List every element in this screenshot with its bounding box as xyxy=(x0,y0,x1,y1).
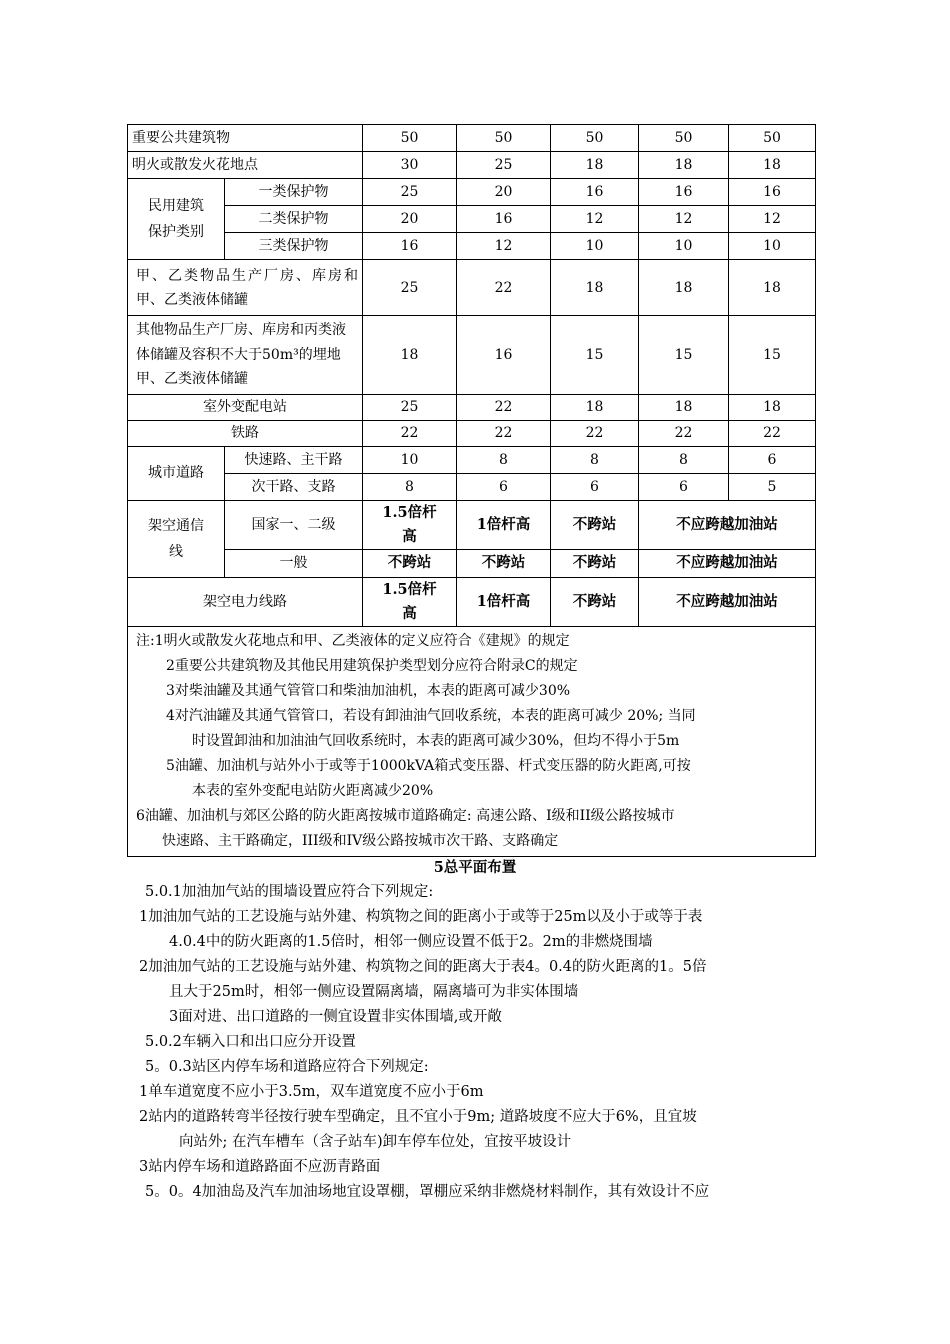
row-label: 快速路、主干路 xyxy=(225,446,363,473)
cell: 22 xyxy=(457,420,551,446)
cell: 12 xyxy=(639,206,729,233)
note-line: 3对柴油罐及其通气管管口和柴油加油机，本表的距离可减少30% xyxy=(166,682,571,699)
cell: 22 xyxy=(639,420,729,446)
body-line: 5.0.2车辆入口和出口应分开设置 xyxy=(145,1034,356,1050)
body-line: 向站外; 在汽车槽车（含子站车)卸车停车位处，宜按平坡设计 xyxy=(179,1134,572,1150)
fire-distance-table xyxy=(127,124,816,857)
note-line: 2重要公共建筑物及其他民用建筑保护类型划分应符合附录C的规定 xyxy=(166,657,578,674)
cell: 1.5倍杆高 xyxy=(363,500,457,549)
cell: 8 xyxy=(363,473,457,500)
cell: 12 xyxy=(551,206,639,233)
cell: 15 xyxy=(639,316,729,395)
table-row xyxy=(128,473,816,500)
note-line: 注:1明火或散发火花地点和甲、乙类液体的定义应符合《建规》的规定 xyxy=(136,632,570,649)
cell: 不跨站 xyxy=(457,549,551,577)
cell: 8 xyxy=(551,446,639,473)
table-row xyxy=(128,206,816,233)
body-line: 且大于25m时，相邻一侧应设置隔离墙，隔离墙可为非实体围墙 xyxy=(169,984,579,1000)
cell: 22 xyxy=(729,420,816,446)
cell: 18 xyxy=(551,260,639,316)
cell: 25 xyxy=(457,152,551,179)
row-label: 二类保护物 xyxy=(225,206,363,233)
table-row xyxy=(128,577,816,626)
cell: 1倍杆高 xyxy=(457,577,551,626)
row-label: 室外变配电站 xyxy=(128,394,363,420)
cell: 不跨站 xyxy=(551,577,639,626)
cell: 22 xyxy=(363,420,457,446)
note-line: 时设置卸油和加油油气回收系统时，本表的距离可减少30%，但均不得小于5m xyxy=(192,732,680,749)
body-line: 4.0.4中的防火距离的1.5倍时，相邻一侧应设置不低于2。2m的非燃烧围墙 xyxy=(169,934,653,950)
row-label: 次干路、支路 xyxy=(225,473,363,500)
cell: 50 xyxy=(551,125,639,152)
cell: 18 xyxy=(729,152,816,179)
cell: 8 xyxy=(457,446,551,473)
cell: 18 xyxy=(639,260,729,316)
cell: 6 xyxy=(457,473,551,500)
section-title: 5总平面布置 xyxy=(433,859,517,876)
cell: 18 xyxy=(729,260,816,316)
cell: 25 xyxy=(363,394,457,420)
body-line: 3站内停车场和道路路面不应沥青路面 xyxy=(139,1159,381,1175)
cell: 16 xyxy=(639,179,729,206)
body-line: 3面对进、出口道路的一侧宜设置非实体围墙,或开敞 xyxy=(169,1009,502,1025)
row-label: 一般 xyxy=(225,549,363,577)
cell: 15 xyxy=(551,316,639,395)
table-row xyxy=(128,420,816,446)
cell: 不跨站 xyxy=(551,500,639,549)
cell: 30 xyxy=(363,152,457,179)
body-line: 5.0.1加油加气站的围墙设置应符合下列规定: xyxy=(145,884,434,900)
row-label: 三类保护物 xyxy=(225,233,363,260)
cell: 5 xyxy=(729,473,816,500)
row-label: 甲、乙类物品生产厂房、库房和甲、乙类液体储罐 xyxy=(128,260,363,316)
cell: 18 xyxy=(551,152,639,179)
table-row xyxy=(128,446,816,473)
section-body xyxy=(139,880,825,1205)
group-label: 民用建筑保护类别 xyxy=(128,179,225,260)
cell: 1.5倍杆高 xyxy=(363,577,457,626)
cell: 6 xyxy=(639,473,729,500)
cell: 18 xyxy=(363,316,457,395)
row-label: 一类保护物 xyxy=(225,179,363,206)
table-row xyxy=(128,316,816,395)
cell: 20 xyxy=(457,179,551,206)
row-label: 铁路 xyxy=(128,420,363,446)
table-row xyxy=(128,233,816,260)
note-line: 5油罐、加油机与站外小于或等于1000kVA箱式变压器、杆式变压器的防火距离,可按 xyxy=(166,757,691,774)
cell: 18 xyxy=(639,152,729,179)
cell: 6 xyxy=(551,473,639,500)
cell: 不应跨越加油站 xyxy=(639,500,816,549)
note-line: 快速路、主干路确定，III级和IV级公路按城市次干路、支路确定 xyxy=(162,832,559,849)
cell: 不跨站 xyxy=(551,549,639,577)
cell: 20 xyxy=(363,206,457,233)
body-line: 2站内的道路转弯半径按行驶车型确定，且不宜小于9m; 道路坡度不应大于6%，且宜坡 xyxy=(139,1109,697,1125)
cell: 50 xyxy=(363,125,457,152)
note-line: 本表的室外变配电站防火距离减少20% xyxy=(192,782,434,799)
cell: 25 xyxy=(363,179,457,206)
group-label: 架空通信线 xyxy=(128,500,225,577)
cell: 10 xyxy=(639,233,729,260)
table-row xyxy=(128,125,816,152)
row-label: 国家一、二级 xyxy=(225,500,363,549)
cell: 10 xyxy=(363,446,457,473)
body-line: 5。0.3站区内停车场和道路应符合下列规定: xyxy=(145,1059,429,1075)
cell: 22 xyxy=(551,420,639,446)
cell: 18 xyxy=(729,394,816,420)
cell: 6 xyxy=(729,446,816,473)
row-label: 架空电力线路 xyxy=(128,577,363,626)
cell: 25 xyxy=(363,260,457,316)
cell: 18 xyxy=(639,394,729,420)
cell: 不应跨越加油站 xyxy=(639,577,816,626)
cell: 50 xyxy=(457,125,551,152)
table-row xyxy=(128,260,816,316)
cell: 22 xyxy=(457,260,551,316)
cell: 16 xyxy=(457,316,551,395)
table-row xyxy=(128,549,816,577)
cell: 50 xyxy=(639,125,729,152)
body-line: 5。0。4加油岛及汽车加油场地宜设罩棚，罩棚应采纳非燃烧材料制作，其有效设计不应 xyxy=(145,1184,710,1200)
cell: 15 xyxy=(729,316,816,395)
cell: 10 xyxy=(729,233,816,260)
cell: 18 xyxy=(551,394,639,420)
table-row xyxy=(128,394,816,420)
cell: 16 xyxy=(363,233,457,260)
cell: 50 xyxy=(729,125,816,152)
cell: 16 xyxy=(551,179,639,206)
cell: 10 xyxy=(551,233,639,260)
cell: 16 xyxy=(729,179,816,206)
body-line: 1加油加气站的工艺设施与站外建、构筑物之间的距离小于或等于25m以及小于或等于表 xyxy=(139,909,703,925)
row-label: 其他物品生产厂房、库房和丙类液体储罐及容积不大于50m³的埋地甲、乙类液体储罐 xyxy=(128,316,363,395)
group-label: 城市道路 xyxy=(128,446,225,500)
body-line: 2加油加气站的工艺设施与站外建、构筑物之间的距离大于表4。0.4的防火距离的1。5倍 xyxy=(139,959,707,975)
cell: 16 xyxy=(457,206,551,233)
note-line: 6油罐、加油机与郊区公路的防火距离按城市道路确定: 高速公路、I级和II级公路按城市 xyxy=(136,807,675,824)
cell: 12 xyxy=(457,233,551,260)
table-notes-row xyxy=(128,626,816,856)
note-line: 4对汽油罐及其通气管管口，若设有卸油油气回收系统，本表的距离可减少 20%; 当同 xyxy=(166,707,696,724)
cell: 1倍杆高 xyxy=(457,500,551,549)
cell: 22 xyxy=(457,394,551,420)
cell: 12 xyxy=(729,206,816,233)
row-label: 重要公共建筑物 xyxy=(128,125,363,152)
table-row xyxy=(128,179,816,206)
cell: 不应跨越加油站 xyxy=(639,549,816,577)
row-label: 明火或散发火花地点 xyxy=(128,152,363,179)
table-row xyxy=(128,500,816,549)
cell: 不跨站 xyxy=(363,549,457,577)
body-line: 1单车道宽度不应小于3.5m，双车道宽度不应小于6m xyxy=(139,1084,484,1100)
table-notes xyxy=(128,626,816,856)
table-row xyxy=(128,152,816,179)
cell: 8 xyxy=(639,446,729,473)
